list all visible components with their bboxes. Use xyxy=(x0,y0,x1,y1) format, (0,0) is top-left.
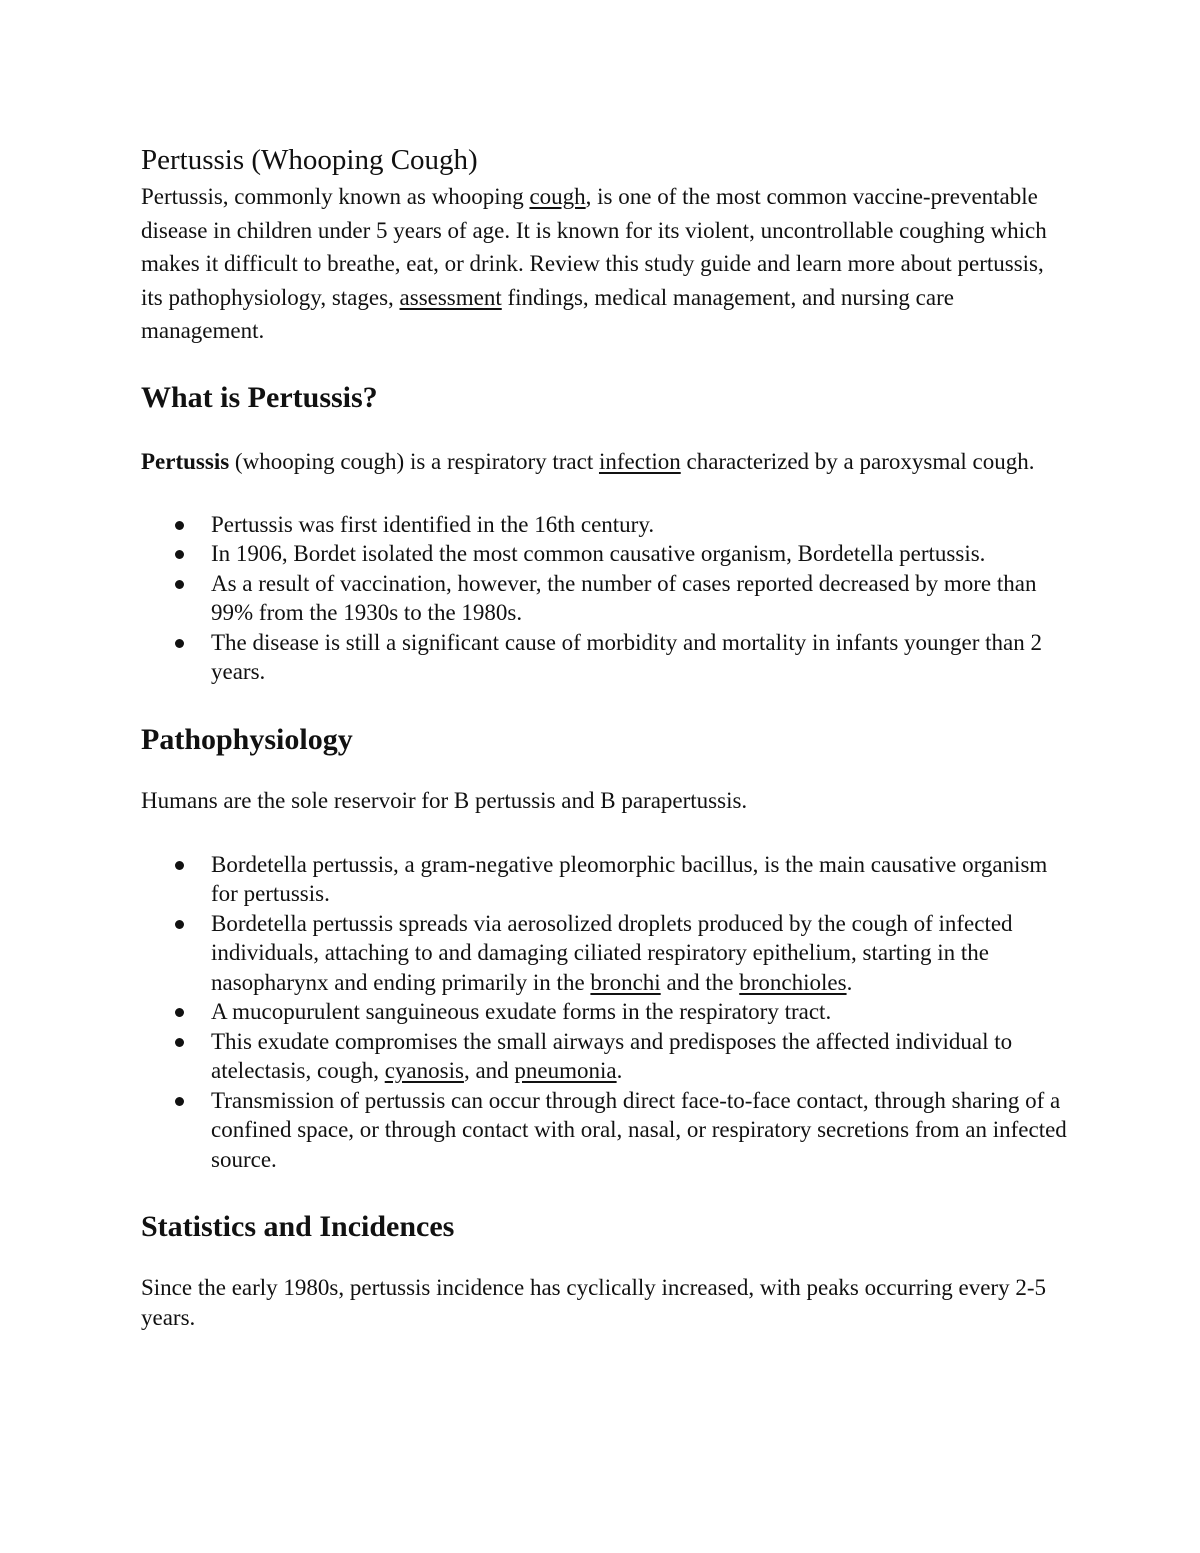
list-item-text: In 1906, Bordet isolated the most common causative organism, Bordetella pertussis. xyxy=(211,541,986,566)
link-infection[interactable]: infection xyxy=(598,448,681,474)
list-item xyxy=(141,1027,1071,1086)
list-item xyxy=(141,1086,1071,1175)
list-item-text: This exudate compromises the small airways and predisposes the affected individual to atelectasis, cough, xyxy=(211,1028,1013,1083)
list-item xyxy=(141,628,1071,687)
link-cough[interactable]: cough xyxy=(529,184,586,209)
bullet-icon xyxy=(175,1008,184,1017)
list-item xyxy=(141,850,1071,909)
link-bronchioles[interactable]: bronchioles xyxy=(739,969,847,995)
list-item-text: Transmission of pertussis can occur through direct face-to-face contact, through sharing of a confined space, or through contact with oral, nasal, or respiratory secretions from an infected source. xyxy=(211,1087,1067,1172)
intro-text-3: findings, medical management, and nursing care management. xyxy=(141,284,954,343)
link-assessment[interactable]: assessment xyxy=(399,284,502,310)
heading-statistics: Statistics and Incidences xyxy=(141,1210,455,1243)
patho-paragraph: Humans are the sole reservoir for B pertussis and B parapertussis. xyxy=(141,787,748,813)
bullet-icon xyxy=(175,639,184,648)
list-item-text: . xyxy=(616,1058,623,1083)
link-pneumonia[interactable]: pneumonia xyxy=(514,1058,617,1083)
what-bullet-list xyxy=(141,510,1071,687)
bullet-icon xyxy=(175,580,184,589)
heading-pathophysiology: Pathophysiology xyxy=(141,722,353,756)
heading-what-is-pertussis: What is Pertussis? xyxy=(141,380,378,414)
intro-text-2: , is one of the most common vaccine-preventable disease in children under 5 years of age. It is known for its violent, uncontrollable coughing which makes it difficult to breathe, eat, or drink. Review this study guide and learn more about pertussis, its pathophysiology, stages, xyxy=(141,184,1047,310)
list-item-text: As a result of vaccination, however, the number of cases reported decreased by more than 99% from the 1930s to the 1980s. xyxy=(211,570,1037,625)
list-item-text: The disease is still a significant cause of morbidity and mortality in infants younger than 2 years. xyxy=(211,629,1043,684)
list-item xyxy=(141,569,1071,628)
document-title: Pertussis (Whooping Cough) xyxy=(141,144,478,176)
what-paragraph xyxy=(141,447,1071,477)
link-bronchi[interactable]: bronchi xyxy=(590,969,661,995)
intro-text-1: Pertussis, commonly known as whooping xyxy=(141,184,530,209)
bullet-icon xyxy=(175,1038,184,1047)
list-item xyxy=(141,539,1071,569)
list-item xyxy=(141,909,1071,998)
what-bold-term: Pertussis xyxy=(141,448,230,474)
bullet-icon xyxy=(175,1097,184,1106)
document-content xyxy=(141,140,1071,1333)
intro-paragraph xyxy=(141,180,1071,348)
patho-bullet-list xyxy=(141,850,1071,1175)
link-cyanosis[interactable]: cyanosis xyxy=(384,1058,464,1083)
stats-paragraph: Since the early 1980s, pertussis incidence has cyclically increased, with peaks occurring every 2-5 years. xyxy=(141,1275,1046,1330)
list-item xyxy=(141,997,1071,1027)
list-item-text: Pertussis was first identified in the 16th century. xyxy=(211,511,655,537)
bullet-icon xyxy=(175,550,184,559)
what-text-1: (whooping cough) is a respiratory tract xyxy=(229,448,599,474)
what-text-2: characterized by a paroxysmal cough. xyxy=(680,448,1035,474)
list-item-text: and the xyxy=(660,969,740,995)
bullet-icon xyxy=(175,861,184,870)
list-item-text: . xyxy=(846,969,853,995)
list-item-text: A mucopurulent sanguineous exudate forms in the respiratory tract. xyxy=(211,999,832,1024)
bullet-icon xyxy=(175,521,184,530)
bullet-icon xyxy=(175,920,184,929)
list-item-text: , and xyxy=(463,1058,515,1083)
list-item xyxy=(141,510,1071,540)
list-item-text: Bordetella pertussis spreads via aerosolized droplets produced by the cough of infected individuals, attaching to and damaging ciliated respiratory epithelium, starting in the nasopharynx and ending primarily in the xyxy=(211,910,1013,995)
list-item-text: Bordetella pertussis, a gram-negative pleomorphic bacillus, is the main causative organism for pertussis. xyxy=(211,851,1048,906)
